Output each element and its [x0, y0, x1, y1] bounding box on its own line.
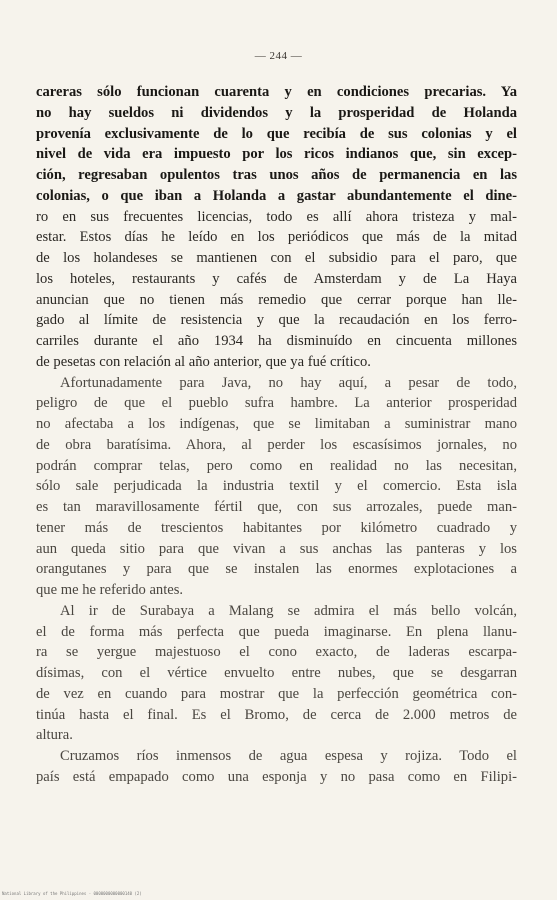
text-line: el de forma más perfecta que pueda imaginarse. En plena llanu-	[36, 623, 517, 640]
text-line: de obra baratísima. Ahora, al perder los escasísimos jornales, no	[36, 436, 517, 453]
text-line: peligro de que el pueblo sufra hambre. La anterior prosperidad	[36, 395, 517, 412]
text-line: aun queda sitio para que vivan a sus anchas las panteras y los	[36, 540, 517, 557]
text-line: estar. Estos días he leído en los periódicos que más de la mitad	[36, 229, 517, 246]
text-line: carriles durante el año 1934 ha disminuído en cincuenta millones	[36, 333, 517, 349]
text-line: tener más de trescientos habitantes por kilómetro cuadrado y	[36, 519, 517, 536]
text-line: ro en sus frecuentes licencias, todo es allí ahora tristeza y mal-	[36, 208, 517, 225]
text-line: Cruzamos ríos inmensos de agua espesa y rojiza. Todo el	[60, 748, 517, 764]
text-line: podrán comprar telas, pero como en realidad no las necesitan,	[36, 457, 517, 474]
text-line: es tan maravillosamente fértil que, con sus arrozales, puede man-	[36, 499, 517, 515]
text-line: no hay sueldos ni dividendos y la prosperidad de Holanda	[36, 104, 517, 121]
text-line: anuncian que no tienen más remedio que cerrar porque han lle-	[36, 291, 517, 308]
text-line: sólo sale perjudicada la industria textil y el comercio. Esta isla	[36, 478, 517, 495]
page-number: — 244 —	[254, 50, 303, 62]
text-line: nivel de vida era impuesto por los ricos indianos que, sin excep-	[36, 146, 517, 163]
text-line: de los holandeses se mantienen con el subsidio para el paro, que	[36, 250, 517, 266]
footer-stamp: National Library of the Philippines · 0000000000000140 (2)	[2, 891, 142, 896]
text-line: careras sólo funcionan cuarenta y en condiciones precarias. Ya	[36, 84, 517, 100]
text-line: altura.	[36, 727, 73, 744]
text-line: gado al límite de resistencia y que la recaudación en los ferro-	[36, 312, 517, 329]
text-line: país está empapado como una esponja y no pasa como en Filipi-	[36, 768, 517, 785]
text-line: ción, regresaban opulentos tras unos años de permanencia en las	[36, 167, 517, 183]
text-line: no afectaba a los indígenas, que se limitaban a suministrar mano	[36, 416, 517, 432]
text-line: colonias, o que iban a Holanda a gastar abundantemente el dine-	[36, 187, 517, 204]
text-line: que me he referido antes.	[36, 582, 184, 598]
text-line: ra se yergue majestuoso el cono exacto, de laderas escarpa-	[36, 644, 517, 661]
text-line: dísimas, con el vértice envuelto entre nubes, que se desgarran	[36, 665, 517, 681]
text-line: de pesetas con relación al año anterior, que ya fué crítico.	[36, 353, 371, 370]
text-line: tinúa hasta el final. Es el Bromo, de cerca de 2.000 metros de	[36, 706, 517, 723]
text-line: de vez en cuando para mostrar que la perfección geométrica con-	[36, 685, 517, 702]
text-line: los hoteles, restaurants y cafés de Amsterdam y de La Haya	[36, 270, 517, 287]
body-text	[36, 82, 517, 788]
text-line: orangutanes y para que se instalen las enormes explotaciones a	[36, 561, 517, 578]
text-line: Al ir de Surabaya a Malang se admira el más bello volcán,	[60, 602, 517, 619]
text-line: Afortunadamente para Java, no hay aquí, a pesar de todo,	[60, 374, 517, 391]
text-line: provenía exclusivamente de lo que recibía de sus colonias y el	[36, 125, 517, 142]
